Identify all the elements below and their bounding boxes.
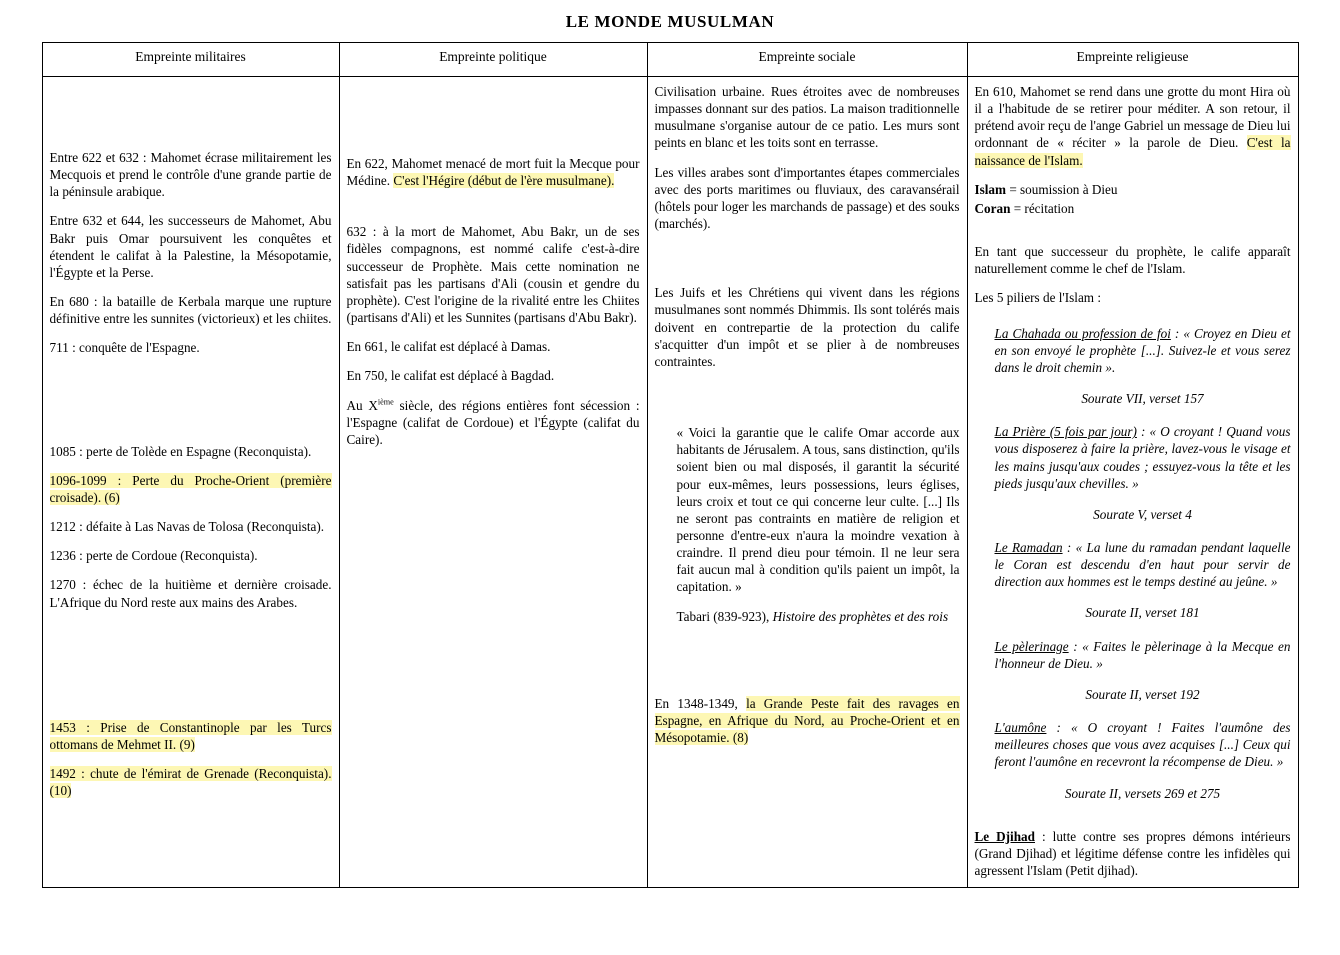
militaire-entry-1236: 1236 : perte de Cordoue (Reconquista).: [49, 548, 258, 564]
peste-plain: En 1348-1349,: [654, 695, 747, 711]
militaire-entry-1085: 1085 : perte de Tolède en Espagne (Reconquista).: [49, 443, 312, 459]
militaire-entry-711: 711 : conquête de l'Espagne.: [49, 340, 200, 356]
politique-10e-ordinal: ième: [377, 397, 394, 407]
quote-source-work: Histoire des prophètes et des rois: [772, 608, 949, 624]
politique-622-plain: En 622, Mahomet menacé de mort fuit la Mecque pour Médine.: [346, 156, 640, 189]
pillar-priere-text: [995, 423, 1291, 492]
pillar-ramadan: [995, 539, 1291, 622]
pillar-chahada-name: La Chahada ou profession de foi: [994, 325, 1171, 341]
politique-10e-post: siècle, des régions entières font sécession : l'Espagne (califat de Cordoue) et l'Égypte (califat du Caire).: [346, 397, 640, 447]
quote-source-author: Tabari (839-923),: [676, 608, 773, 624]
cell-empreinte-politique: [339, 77, 647, 888]
sociale-grande-peste: [655, 695, 960, 746]
pillar-ramadan-name: Le Ramadan: [994, 539, 1063, 555]
militaire-entry-680: En 680 : la bataille de Kerbala marque une rupture définitive entre les sunnites (victorieux) et les chiites.: [49, 294, 332, 327]
militaire-entry-1492: [50, 765, 332, 799]
column-header-religieuse: Empreinte religieuse: [967, 43, 1298, 77]
pillar-pelerinage-text: [995, 638, 1291, 672]
religieuse-djihad: [975, 828, 1291, 879]
sociale-dhimmis: Les Juifs et les Chrétiens qui vivent dans les régions musulmanes sont nommés Dhimmis. Ils sont tolérés mais doivent en contrepartie de la protection du calife s'acquitter d'un impôt et se plier à de nombreuses contraintes.: [654, 285, 960, 369]
highlight-grande-peste: la Grande Peste fait des ravages en Espagne, en Afrique du Nord, au Proche-Orient et en Mésopotamie. (8): [654, 695, 960, 746]
definition-islam-value: = soumission à Dieu: [1006, 181, 1118, 197]
pillar-aumone-body: : « O croyant ! Faites l'aumône des meilleures choses que vous avez acquises [...] Ceux qui feront l'aumône en recevront la récompense de Dieu. »: [994, 720, 1291, 770]
highlight-naissance-islam: C'est la naissance de l'Islam.: [974, 135, 1291, 168]
politique-entry-632: 632 : à la mort de Mahomet, Abu Bakr, un de ses fidèles compagnons, est nommé calife c'est-à-dire successeur de Prophète. Mais cette nomination ne satisfait pas les partisans d'Ali (cousin et gendre du prophète). C'est l'origine de la rivalité entre les Chiites (partisans d'Ali) et les Sunnites (partisans d'Abu Bakr).: [346, 224, 640, 326]
djihad-body: : lutte contre ses propres démons intérieurs (Grand Djihad) et légitime défense contre les infidèles qui agressent l'Islam (Petit djihad).: [974, 828, 1291, 878]
pillar-chahada: [995, 325, 1291, 408]
column-header-militaire: Empreinte militaires: [42, 43, 339, 77]
definition-coran-value: = récitation: [1010, 200, 1075, 216]
page-title: LE MONDE MUSULMAN: [565, 12, 775, 31]
religieuse-revelation-610: [975, 83, 1291, 169]
highlight-1453: 1453 : Prise de Constantinople par les Turcs ottomans de Mehmet II. (9): [49, 719, 332, 752]
pillars-intro: Les 5 piliers de l'Islam :: [974, 290, 1102, 306]
highlight-1492: 1492 : chute de l'émirat de Grenade (Reconquista). (10): [49, 765, 332, 799]
pillar-priere: [995, 423, 1291, 523]
term-coran: Coran: [974, 200, 1011, 216]
column-header-sociale: Empreinte sociale: [647, 43, 967, 77]
highlight-1096-1099: 1096-1099 : Perte du Proche-Orient (première croisade). (6): [49, 472, 332, 505]
document-page: [0, 12, 1340, 955]
cell-empreinte-militaires: [42, 77, 339, 888]
politique-entry-750: En 750, le califat est déplacé à Bagdad.: [346, 368, 555, 384]
pillar-priere-source: Sourate V, verset 4: [1093, 506, 1192, 522]
cell-empreinte-sociale: [647, 77, 967, 888]
pillar-pelerinage-name: Le pèlerinage: [994, 638, 1069, 654]
pillar-aumone-source: Sourate II, versets 269 et 275: [1064, 785, 1221, 801]
militaire-entry-622-632: Entre 622 et 632 : Mahomet écrase militairement les Mecquois et prend le contrôle d'une grande partie de la péninsule arabique.: [49, 150, 332, 200]
militaire-entry-1212: 1212 : défaite à Las Navas de Tolosa (Reconquista).: [49, 519, 325, 535]
sociale-civilisation-urbaine: Civilisation urbaine. Rues étroites avec de nombreuses impasses donnant sur des patios. La maison traditionnelle musulmane s'organise autour de ce patio. Les murs sont peints en blanc et les toits sont en terrasse.: [654, 84, 960, 151]
pillar-aumone: [995, 719, 1291, 802]
pillar-priere-body: : « O croyant ! Quand vous vous disposerez à faire la prière, lavez-vous le visage et les mains jusqu'aux coudes ; essuyez-vous la tête et les pieds jusqu'aux chevilles. »: [994, 424, 1291, 491]
sociale-villes-arabes: Les villes arabes sont d'importantes étapes commerciales avec des ports maritimes ou fluviaux, des caravansérail (hôtels pour loger les marchands de passage) et des souks (marchés).: [654, 164, 960, 232]
definition-islam: [975, 181, 1291, 198]
sociale-quote-omar: [677, 424, 960, 625]
highlight-hegire: C'est l'Hégire (début de l'ère musulmane).: [393, 173, 615, 189]
comparison-table: [42, 42, 1299, 888]
politique-entry-10e-siecle: [347, 397, 640, 448]
pillar-aumone-text: [995, 719, 1291, 770]
pillar-pelerinage-body: : « Faites le pèlerinage à la Mecque en l'honneur de Dieu. »: [994, 638, 1291, 671]
militaire-entry-1096-1099: [50, 472, 332, 506]
pillar-pelerinage: [995, 638, 1291, 703]
term-islam: Islam: [974, 181, 1007, 197]
religieuse-calife-chef: En tant que successeur du prophète, le calife apparaît naturellement comme le chef de l'Islam.: [974, 244, 1291, 277]
table-body-row: [42, 77, 1298, 888]
pillar-chahada-text: [995, 325, 1291, 376]
pillar-pelerinage-source: Sourate II, verset 192: [1085, 686, 1200, 702]
table-header-row: [42, 43, 1298, 77]
column-header-politique: Empreinte politique: [339, 43, 647, 77]
definition-coran: [975, 200, 1291, 217]
pillar-chahada-source: Sourate VII, verset 157: [1081, 391, 1204, 407]
pillar-aumone-name: L'aumône: [994, 720, 1047, 736]
term-djihad: Le Djihad: [974, 828, 1035, 844]
politique-entry-661: En 661, le califat est déplacé à Damas.: [346, 339, 551, 355]
pillar-chahada-body: : « Croyez en Dieu et en son envoyé le prophète [...]. Suivez-le et vous serez dans le droit chemin ».: [994, 325, 1291, 375]
militaire-entry-1453: [50, 719, 332, 753]
politique-10e-pre: Au X: [346, 397, 378, 413]
sociale-quote-text: « Voici la garantie que le calife Omar accorde aux habitants de Jérusalem. A tous, sans distinction, qu'ils soient bien ou mal disposés, il garantit la sécurité pour eux-mêmes, leurs possessions, leurs églises, leurs croix et tout ce qui concerne leur culte. [...] Ils ne seront pas contraints en matière de religion et personne d'entre-eux n'aura la moindre vexation à craindre. Il prend dieu pour témoin. Il ne leur sera fait aucun mal à condition qu'ils paient un impôt, la capitation. »: [676, 425, 960, 595]
pillar-ramadan-source: Sourate II, verset 181: [1085, 605, 1200, 621]
militaire-entry-1270: 1270 : échec de la huitième et dernière croisade. L'Afrique du Nord reste aux mains des Arabes.: [49, 577, 332, 610]
politique-entry-622: [347, 155, 640, 189]
sociale-quote-source: [677, 608, 960, 625]
pillar-priere-name: La Prière (5 fois par jour): [994, 424, 1137, 440]
cell-empreinte-religieuse: [967, 77, 1298, 888]
pillar-ramadan-text: [995, 539, 1291, 590]
pillar-ramadan-body: : « La lune du ramadan pendant laquelle le Coran est descendu d'en haut pour servir de direction aux hommes est le temps destiné au jeûne. »: [994, 539, 1291, 590]
militaire-entry-632-644: Entre 632 et 644, les successeurs de Mahomet, Abu Bakr puis Omar poursuivent les conquêtes et étendent le califat à la Palestine, la Mésopotamie, l'Égypte et la Perse.: [49, 213, 332, 280]
revelation-plain: En 610, Mahomet se rend dans une grotte du mont Hira où il a l'habitude de se retirer pour méditer. A son retour, il prétend avoir reçu de l'ange Gabriel un message de Dieu lui ordonnant de « réciter » la parole de Dieu.: [974, 84, 1291, 151]
